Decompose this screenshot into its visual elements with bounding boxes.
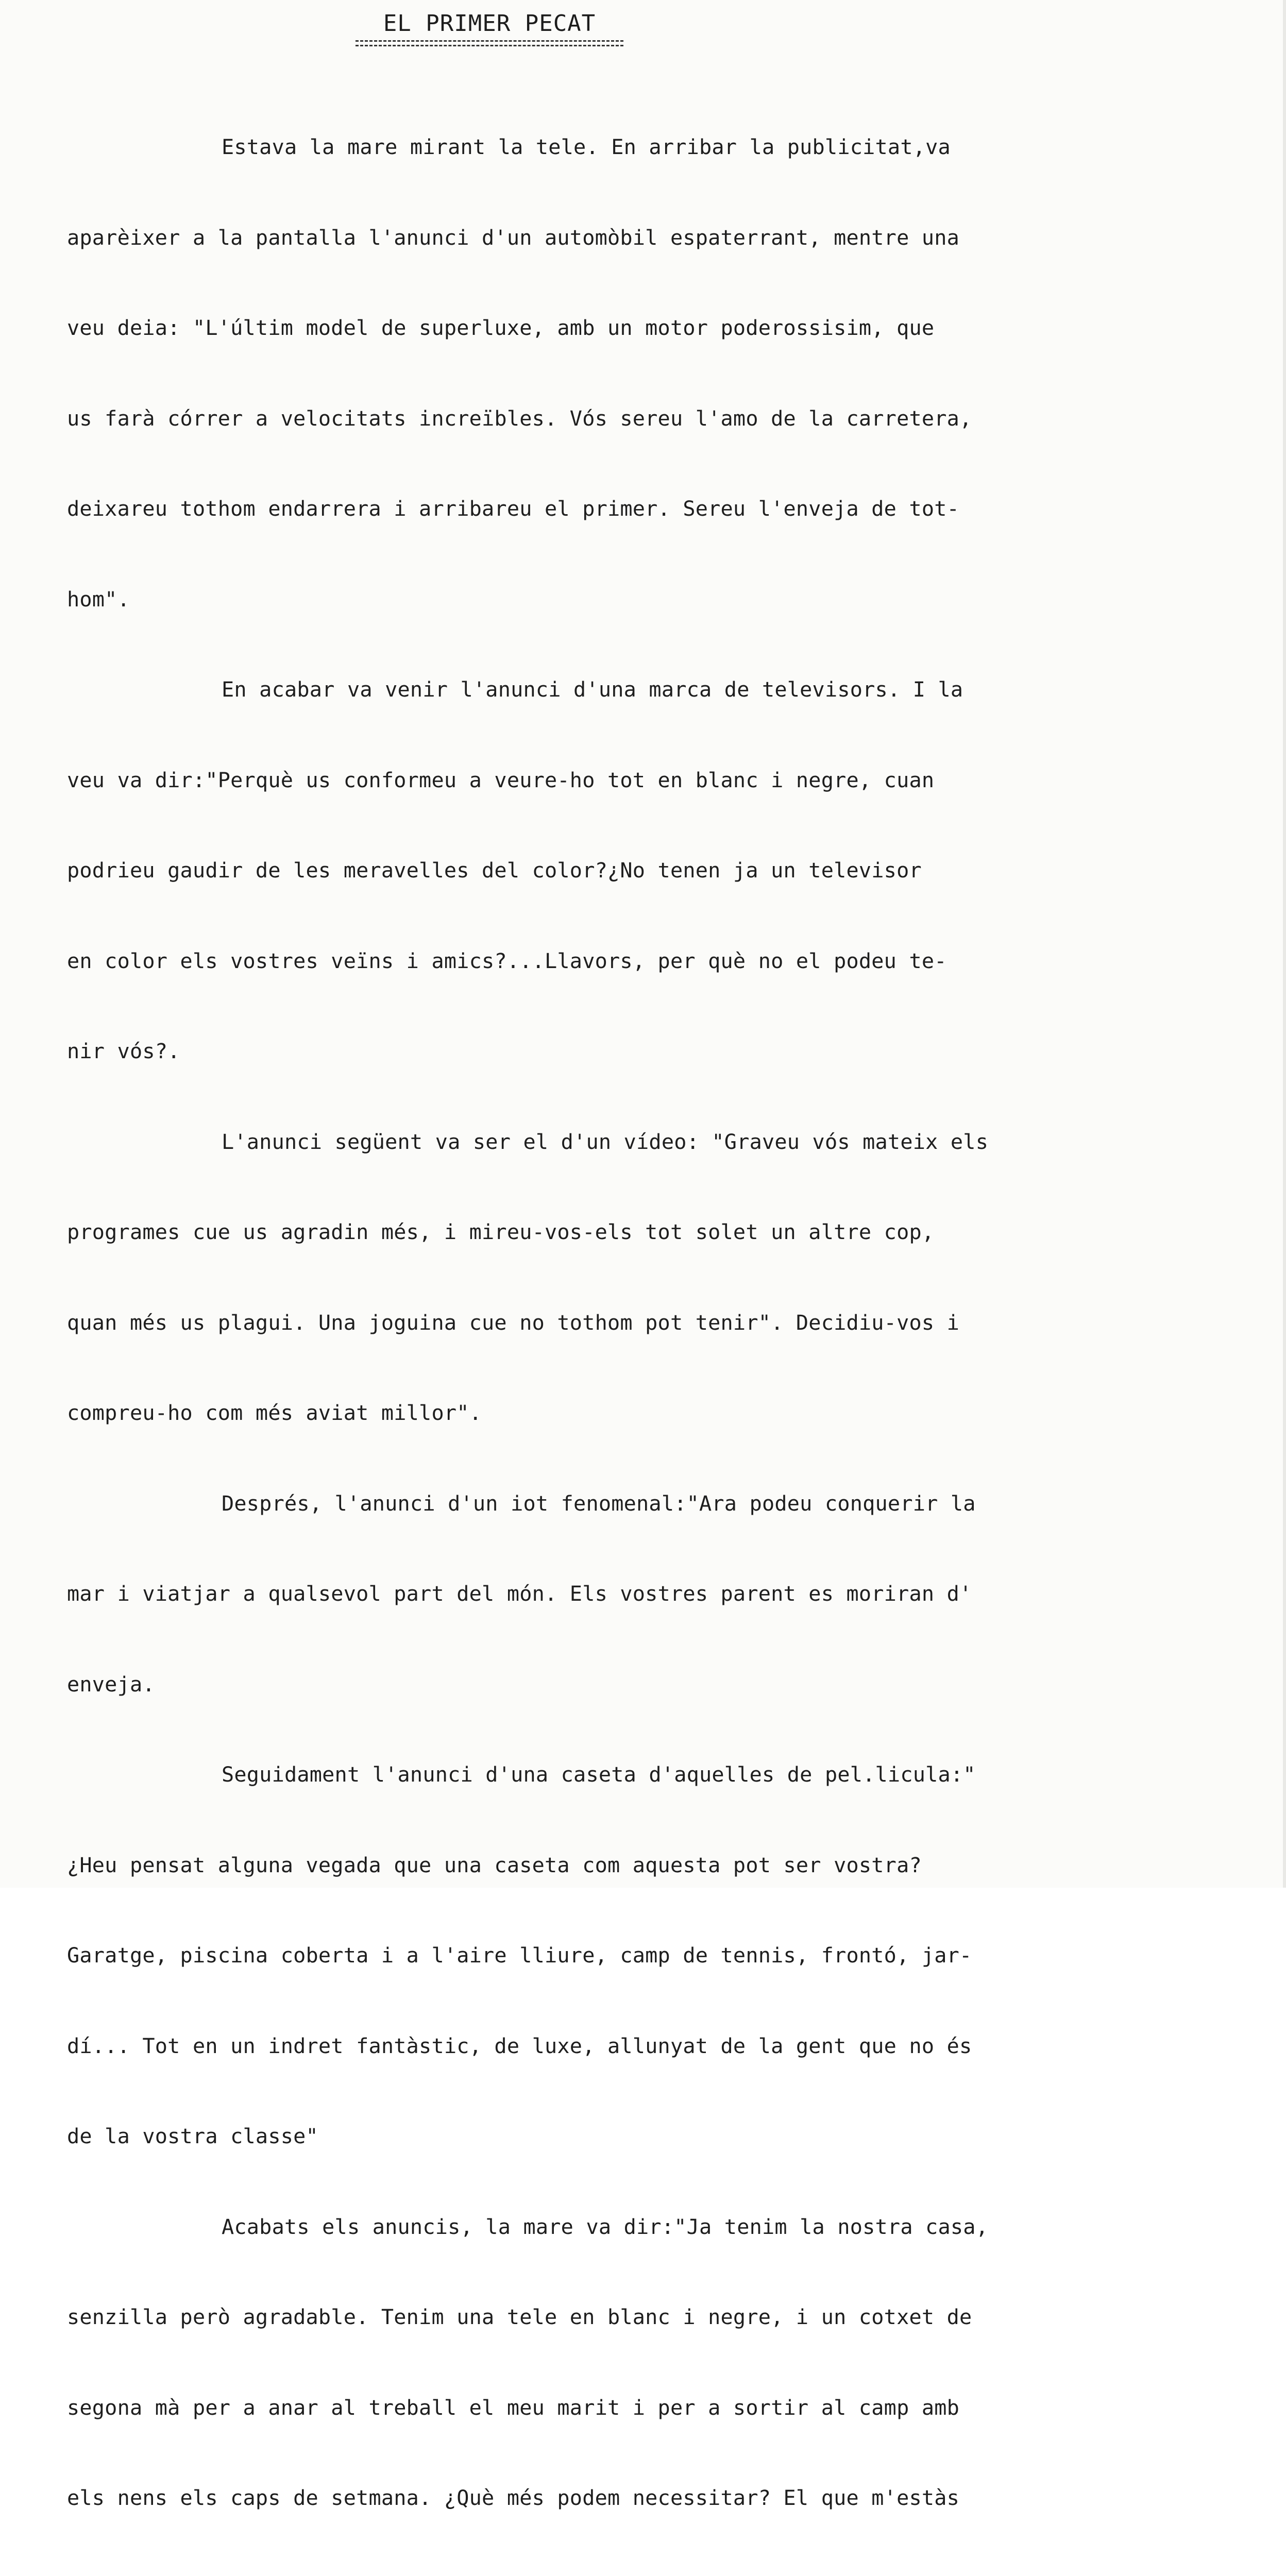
text-line: en color els vostres veïns i amics?...Llavors, per què no el podeu te-: [67, 946, 1216, 977]
text-line: veu va dir:"Perquè us conformeu a veure-ho tot en blanc i negre, cuan: [67, 766, 1216, 796]
text-line: Seguidament l'anunci d'una caseta d'aquelles de pel.licula:": [67, 1760, 1216, 1790]
text-line: hom".: [67, 585, 1216, 615]
text-line: segona mà per a anar al treball el meu marit i per a sortir al camp amb: [67, 2393, 1216, 2424]
text-line: ¿Heu pensat alguna vegada que una caseta com aquesta pot ser vostra?: [67, 1851, 1216, 1881]
text-line: podrieu gaudir de les meravelles del color?¿No tenen ja un televisor: [67, 856, 1216, 886]
text-line: Després, l'anunci d'un iot fenomenal:"Ara podeu conquerir la: [67, 1489, 1216, 1519]
text-line: Estava la mare mirant la tele. En arribar la publicitat,va: [67, 132, 1216, 163]
text-line: nir vós?.: [67, 1037, 1216, 1067]
document-title: EL PRIMER PECAT: [356, 9, 623, 38]
text-line: dí... Tot en un indret fantàstic, de luxe, allunyat de la gent que no és: [67, 2031, 1216, 2062]
text-line: Garatge, piscina coberta i a l'aire lliure, camp de tennis, frontó, jar-: [67, 1941, 1216, 1971]
text-line: programes cue us agradin més, i mireu-vos-els tot solet un altre cop,: [67, 1217, 1216, 1248]
text-line: Acabats els anuncis, la mare va dir:"Ja tenim la nostra casa,: [67, 2212, 1216, 2243]
story-body: [67, 72, 1216, 2576]
title-underline-double: [356, 45, 623, 46]
text-line: L'anunci següent va ser el d'un vídeo: "Graveu vós mateix els: [67, 1127, 1216, 1158]
text-line: mar i viatjar a qualsevol part del món. Els vostres parent es moriran d': [67, 1579, 1216, 1609]
text-line: En acabar va venir l'anunci d'una marca de televisors. I la: [67, 675, 1216, 705]
title-underline: [356, 40, 623, 42]
text-line: us farà córrer a velocitats increïbles. Vós sereu l'amo de la carretera,: [67, 404, 1216, 434]
text-line: [67, 2574, 1216, 2576]
text-line: de la vostra classe": [67, 2122, 1216, 2152]
text-line: deixareu tothom endarrera i arribareu el primer. Sereu l'enveja de tot-: [67, 494, 1216, 524]
text-line: els nens els caps de setmana. ¿Què més podem necessitar? El que m'estàs: [67, 2483, 1216, 2514]
text-line: aparèixer a la pantalla l'anunci d'un automòbil espaterrant, mentre una: [67, 223, 1216, 253]
title-block: [356, 9, 623, 46]
text-line: senzilla però agradable. Tenim una tele en blanc i negre, i un cotxet de: [67, 2302, 1216, 2333]
text-line: veu deia: "L'últim model de superluxe, amb un motor poderossisim, que: [67, 313, 1216, 344]
scan-edge-shadow: [1283, 0, 1286, 1888]
text-line: compreu-ho com més aviat millor".: [67, 1398, 1216, 1429]
text-line: enveja.: [67, 1670, 1216, 1700]
text-line: quan més us plagui. Una joguina cue no tothom pot tenir". Decidiu-vos i: [67, 1308, 1216, 1338]
